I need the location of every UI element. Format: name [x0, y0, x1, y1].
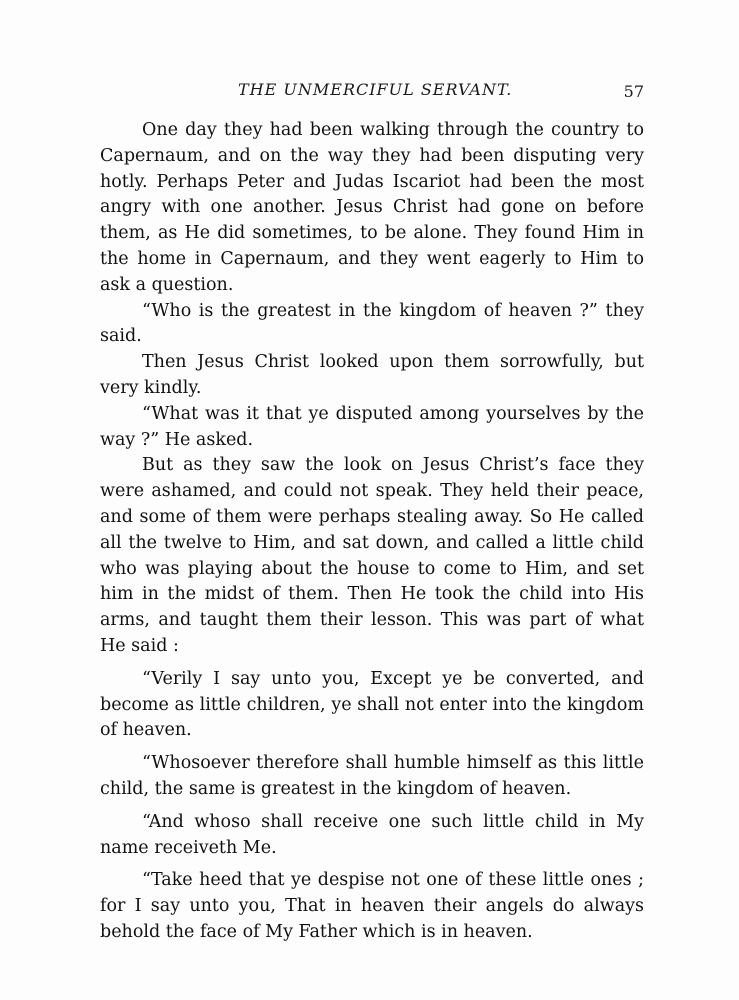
running-head — [100, 80, 644, 110]
paragraph: “Who is the greatest in the kingdom of heaven ?” they said. — [100, 300, 644, 347]
paragraph: Then Jesus Christ looked upon them sorrowfully, but very kindly. — [100, 352, 644, 398]
paragraph: “And whoso shall receive one such little child in My name receiveth Me. — [100, 811, 644, 858]
paragraph: One day they had been walking through the country to Capernaum, and on the way they had been disputing very hotly. Perhaps Peter and Judas Iscariot had been the most angry with one another. Jesus Christ had gone on before them, as He did sometimes, to be alone. They found Him in the home in Capernaum, and they went eagerly to Him to ask a question. — [100, 120, 644, 295]
paragraph: “What was it that ye disputed among yourselves by the way ?” He asked. — [100, 403, 644, 450]
running-title: THE UNMERCIFUL SERVANT. — [238, 80, 513, 99]
paragraph: But as they saw the look on Jesus Christ’s face they were ashamed, and could not speak. They held their peace, and some of them were perhaps stealing away. So He called all the twelve to Him, and sat down, and called a little child who was playing about the house to come to Him, and set him in the midst of them. Then He took the child into His arms, and taught them their lesson. This was part of what He said : — [100, 455, 644, 656]
paragraph: “Take heed that ye despise not one of these little ones ; for I say unto you, That in heaven their angels do always behold the face of My Father which is in heaven. — [100, 870, 644, 942]
body-text — [100, 118, 644, 946]
page-number: 57 — [623, 82, 644, 101]
paragraph: “Whosoever therefore shall humble himself as this little child, the same is greatest in the kingdom of heaven. — [100, 753, 644, 799]
paragraph: “Verily I say unto you, Except ye be converted, and become as little children, ye shall not enter into the kingdom of heaven. — [100, 668, 644, 741]
